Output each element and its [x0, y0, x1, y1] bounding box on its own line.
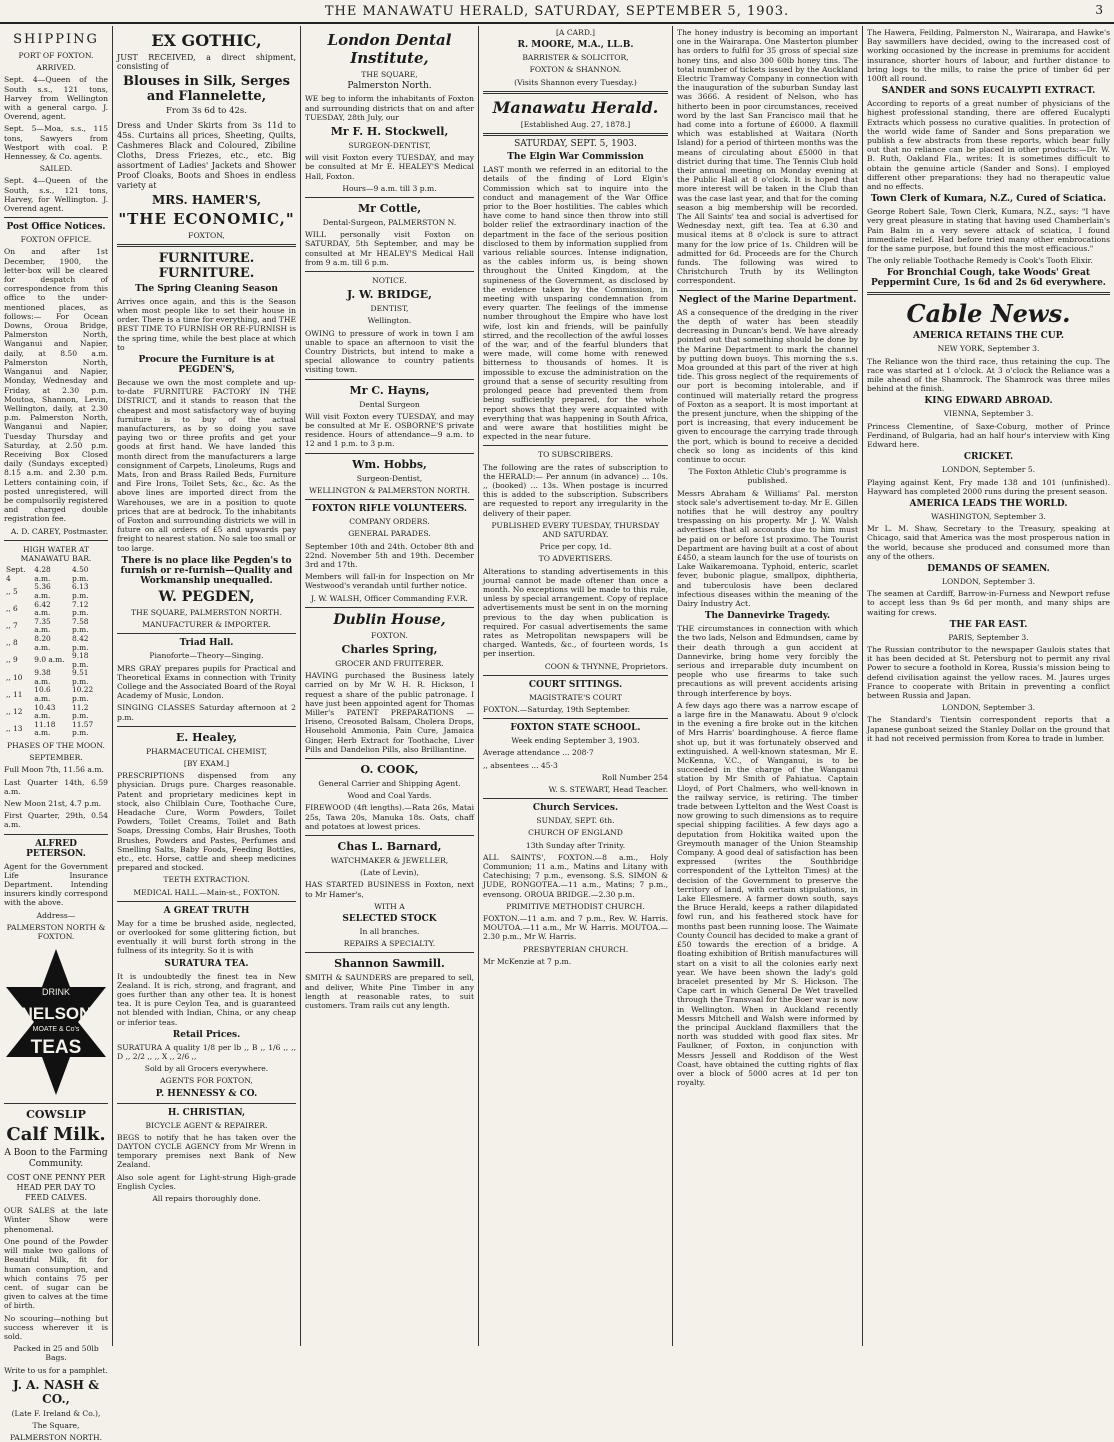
school-teacher: W. S. STEWART, Head Teacher.	[548, 785, 668, 794]
moore-visit: (Visits Shannon every Tuesday.)	[514, 77, 637, 87]
pegden-address: THE SQUARE, PALMERSTON NORTH.	[131, 607, 282, 617]
page-number: 3	[1095, 3, 1104, 17]
post-office-body: On and after 1st December, 1900, the letter-box will be cleared for despatch of correspondence from this office to the under-mentioned places, as follows:— For Ocean Downs, Oroua Bridge, Palmerston North, Wanganui and Napier, daily, at 8.50 a.m. Palmerston North, Wanganui and Napier, Monday, Wednesday and Friday, at 2.30 p.m. Moutoa, Shannon, Levin, Wellington, daily, at 2.30 p.m. Palmerston North, Wanganui and Napier, Tuesday Thursday and Saturday, at 2.50 p.m. Receiving Box Closed daily (Sundays excepted) 8.15 a.m. and 2.30 p.m. Letters containing coin, if posted unregistered, will be compulsorily registered and charged double registration fee.	[4, 247, 108, 524]
tide-row	[4, 601, 108, 618]
procure-heading: Procure the Furniture is at PEGDEN'S,	[138, 355, 275, 376]
dateline: WASHINGTON, September 3.	[931, 511, 1046, 521]
svg-text:MOATE & Co's: MOATE & Co's	[32, 1026, 80, 1034]
school-week: Week ending September 3, 1903.	[511, 736, 640, 746]
tide-cell: 9.38 a.m.	[34, 668, 51, 686]
moon-phase: Full Moon 7th, 11.56 a.m.	[4, 765, 104, 775]
eucalypti-heading: SANDER and SONS EUCALYPTI EXTRACT.	[881, 86, 1096, 97]
christian-also: Also sole agent for Light-strung High-grade English Cycles.	[117, 1172, 296, 1191]
seamen-heading: DEMANDS OF SEAMEN.	[927, 563, 1050, 574]
bronchial-heading: For Bronchial Cough, take Woods' Great Peppermint Cure, 1s 6d and 2s 6d everywhere.	[871, 268, 1106, 289]
tide-row	[4, 704, 108, 721]
tide-cell: 7.35 a.m.	[34, 616, 51, 635]
christian-repairs: All repairs thoroughly done.	[152, 1194, 261, 1204]
tide-row	[4, 618, 108, 635]
sawmill-body: SMITH & SAUNDERS are prepared to sell, and deliver, White Pine Timber in any length at reasonable rates, to suit customers. Tram rails cut any length.	[305, 973, 474, 1010]
cottle-body: WILL personally visit Foxton on SATURDAY, 5th September, and may be consulted at Mr HEALEY'S Medical Hall from 9 a.m. till 6 p.m.	[305, 230, 474, 267]
tide-cell: 4.28 a.m.	[34, 565, 51, 583]
tide-table	[4, 566, 108, 738]
church-heading: Church Services.	[532, 803, 619, 814]
tide-row	[4, 566, 108, 583]
repairs-specialty: REPAIRS A SPECIALTY.	[343, 939, 436, 949]
calf-milk-heading: Calf Milk.	[6, 1124, 106, 1146]
moon-heading: PHASES OF THE MOON.	[7, 741, 105, 751]
dateline: NEW YORK, September 3.	[937, 344, 1040, 354]
tide-row	[4, 635, 108, 652]
selected-stock: SELECTED STOCK	[342, 913, 437, 924]
tide-row	[4, 583, 108, 600]
nash-square: The Square,	[32, 1420, 80, 1430]
magistrate-heading: MAGISTRATE'S COURT	[529, 692, 622, 702]
arrived-heading: ARRIVED.	[36, 63, 76, 73]
tide-row	[4, 686, 108, 703]
arrival: Sept. 4—Queen of the South s.s., 121 tons, Harvey from Wellington with a general cargo. J. Overend, agent.	[4, 75, 108, 122]
column-5	[673, 28, 862, 1346]
tide-cell: 10.6 a.m.	[34, 685, 51, 704]
notice-heading: NOTICE.	[372, 276, 407, 286]
dateline: LONDON, September 5.	[941, 465, 1036, 475]
nash-town: PALMERSTON NORTH.	[9, 1433, 103, 1442]
moore-town: FOXTON & SHANNON.	[529, 65, 622, 75]
bridge-role: DENTIST,	[370, 304, 409, 314]
herald-established: [Established Aug. 27, 1878.]	[520, 119, 631, 129]
hayns-role: Dental Surgeon	[359, 399, 420, 409]
arrival: Sept. 5—Moa, s.s., 115 tons, Sawyers from Westport with coal. P. Hennessey, & Co. agents.	[4, 124, 108, 162]
tide-cell: 11.2 p.m.	[72, 702, 89, 721]
spring-body: HAVING purchased the Business lately carried on by Mr W. H. R. Hickson, I request a share of the public patronage. I have just been appointed agent for Thomas Miller's PATENT PREPARATIONS — Iriseno, Creosoted Balsam, Cholera Drops, Household Ammonia, Pain Cure, Jamaica Ginger, Herb Extract for Toothache, Liver Pills and Dandelion Pills, also Brilliantine.	[305, 671, 474, 754]
war-commission-body: LAST month we referred in an editorial to the details of the finding of Lord Elgin's Commission which sat to inquire into the conduct and management of the War Office prior to the Boer hostilities. The cables which have come to hand since then throw into still bolder relief the extraordinary inaction of the department in the face of the serious position disclosed to them by information supplied from various reliable sources. Intense indignation, as the cables inform us, is being shown throughout the United Kingdom, at the supineness of the Government, as disclosed by the evidence taken by the Commission, in meeting with unsparing condemnation from every quarter. The feelings of the immense number throughout the Empire who have lost wife, lost kin and friends, will be painfully stirred, and the recollection of the awful losses of the war, and of the fearful blunders that were made, will come home with renewed bitterness to thousands of homes. It is impossible to excuse the administration on the ground that a sense of security resulting from prolonged peace had prevented them from being sufficiently prepared, for the whole report shows that they were acquainted with everything that was happening in South Africa, and were aware that hostilities might be expected in the near future.	[483, 165, 668, 442]
pegden-name: W. PEGDEN,	[158, 588, 255, 605]
tide-row	[4, 652, 108, 669]
cook-body: FIREWOOD (4ft lengths).—Rata 26s, Matai 25s, Tawa 20s, Manuka 18s. Oats, chaff and potatoes at lowest prices.	[305, 803, 474, 831]
nash-sub: (Late F. Ireland & Co.),	[11, 1408, 101, 1418]
king-edward-body: Princess Clementine, of Saxe-Coburg, mother of Prince Ferdinand, of Bulgaria, had an half hour's interview with King Edward here.	[867, 421, 1110, 450]
column-2	[113, 28, 300, 1346]
pound-text: One pound of the Powder will make two gallons of Beautiful Milk, fit for human consumption, and which contains 75 per cent. of sugar can be given to calves at the time of birth.	[4, 1236, 108, 1311]
tide-cell: ,, 13	[6, 724, 23, 734]
church-trinity: 13th Sunday after Trinity.	[525, 840, 626, 850]
published-text: PUBLISHED EVERY TUESDAY, THURSDAY AND SATURDAY.	[491, 520, 660, 539]
economic-town: FOXTON,	[188, 230, 225, 240]
tide-cell: 8.42 p.m.	[72, 633, 89, 652]
tide-cell: 6.42 a.m.	[34, 599, 51, 618]
herald-title: Manawatu Herald.	[492, 97, 659, 117]
sailing: Sept. 4—Queen of the South, s.s., 121 tons, Harvey, for Wellington. J. Overend agent.	[4, 176, 108, 214]
svg-text:TEAS: TEAS	[30, 1037, 82, 1059]
sales-text: OUR SALES at the late Winter Show were phenomenal.	[4, 1206, 108, 1234]
dateline: PARIS, September 3.	[948, 632, 1029, 642]
dateline: LONDON, September 3.	[941, 703, 1036, 713]
school-attendance: Average attendance ... 208·7	[483, 748, 594, 758]
packed-text: Packed in 25 and 50lb Bags.	[13, 1344, 99, 1363]
school-absentees: ,, absentees ... 45·3	[483, 760, 558, 770]
bridge-name: J. W. BRIDGE,	[346, 288, 433, 302]
tide-cell: Sept. 4	[6, 565, 26, 583]
tide-cell: 11.57 p.m.	[72, 719, 94, 738]
school-heading: FOXTON STATE SCHOOL.	[510, 723, 641, 734]
presbyterian-body: Mr McKenzie at 7 p.m.	[483, 956, 572, 966]
barnard-body: HAS STARTED BUSINESS in Foxton, next to Mr Hamer's,	[305, 880, 474, 899]
dublin-town: FOXTON.	[371, 630, 408, 640]
price-text: Price per copy, 1d.	[539, 542, 612, 552]
tide-cell: ,, 12	[6, 706, 23, 716]
dress-text: Dress and Under Skirts from 3s 11d to 45s. Curtains all prices, Sheeting, Quilts, Cashmeres Black and Coloured, Zibiline Cloths, Dress Friezes, etc., etc. Big assortment of Ladies' Jackets and Shower Proof Cloaks, Boots and Shoes in endless variety at	[117, 119, 296, 190]
tide-cell: 9.0 a.m.	[34, 655, 65, 665]
stockwell-body: will visit Foxton every TUESDAY, and may be consulted at Mr E. HEALEY'S Medical Hall, Foxton.	[305, 153, 474, 181]
moore-name: R. MOORE, M.A., LL.B.	[517, 40, 634, 51]
barnard-name: Chas L. Barnard,	[337, 839, 442, 853]
cricket-heading: CRICKET.	[963, 452, 1014, 463]
dental-institute-heading: London Dental Institute,	[327, 31, 452, 67]
christian-role: BICYCLE AGENT & REPAIRER.	[145, 1120, 268, 1130]
moon-phase: Last Quarter 14th, 6.59 a.m.	[4, 777, 108, 796]
in-all-branches: In all branches.	[359, 926, 420, 936]
tide-cell: 6.13 p.m.	[72, 582, 89, 600]
with-a: WITH A	[374, 901, 405, 911]
walsh-sign: J. W. WALSH, Officer Commanding F.V.R.	[311, 593, 468, 603]
tide-cell: 8.20 a.m.	[34, 633, 51, 652]
column-6	[863, 28, 1114, 1346]
spring-body: Arrives once again, and this is the Season when most people like to set their house in order. There is a time for everything, and THE BEST TIME TO FURNISH OR RE-FURNISH is the spring time, while the best place at which to	[117, 296, 296, 352]
cowslip-heading: COWSLIP	[26, 1108, 86, 1122]
masthead	[0, 0, 1114, 24]
church-of-england: CHURCH OF ENGLAND	[528, 828, 623, 838]
dateline: VIENNA, September 3.	[943, 409, 1034, 419]
stockwell-hours: Hours—9 a.m. till 3 p.m.	[342, 183, 437, 193]
neglect-heading: Neglect of the Marine Department.	[678, 294, 857, 305]
toothache-text: The only reliable Toothache Remedy is Cook's Tooth Elixir.	[867, 256, 1093, 266]
triad-sub: Pianoforte—Theory—Singing.	[149, 651, 264, 661]
healey-body: PRESCRIPTIONS dispensed from any physician. Drugs pure. Charges reasonable. Patent and proprietary medicines kept in stock, also Chilblain Cure, Toothache Cure, Headache Cure, Worm Powders, Toilet Powders, Toilet Creams, Toilet and Bath Soaps, Dressing Combs, Hair Brushes, Tooth Brushes, Powders and Pastes, Perfumes and Smelling Salts, Baby Foods, Feeding Bottles, etc., etc. Horse, cattle and sheep medicines prepared and stocked.	[117, 771, 296, 873]
hamer-name: MRS. HAMER'S,	[152, 192, 261, 207]
subscribers-body: The following are the rates of subscription to the HERALD:— Per annum (in advance) ... 10s. ,, (booked) ... 13s. When postage is incurred this is added to the subscription. Subscribers are requested to report any irregularity in the delivery of their paper.	[483, 462, 668, 518]
neglect-body: AS a consequence of the dredging in the river the depth of water has been steadily decreasing in Duncan's bend. We have already pointed out that something should be done by the Marine Department to mark the channel by putting down buoys. This morning the s.s. Moa grounded at this part of the river at high tide. This gross neglect of the requirements of our port is becoming intolerable, and if continued will materially retard the progress of Foxton as a seaport. It is most important at the present juncture, when the shipping of the port is increasing, that every inducement be given to encourage the carrying trade through the port, which is bound to receive a decided check so long as incidents of this kind continue to occur.	[677, 307, 858, 464]
methodist-heading: PRIMITIVE METHODIST CHURCH.	[506, 901, 645, 911]
cook-sub: Wood and Coal Yards.	[347, 791, 432, 801]
healey-name: E. Healey,	[176, 730, 237, 744]
card-label: [A CARD.]	[555, 28, 596, 37]
moon-phase: First Quarter, 29th, 0.54 a.m.	[4, 811, 108, 830]
hennessy-name: P. HENNESSY & CO.	[155, 1088, 258, 1099]
procure-body: Because we own the most complete and up-to-date FURNITURE FACTORY IN THE DISTRICT, and it stands to reason that the cheapest and most satisfactory way of buying furniture is to buy of the actual manufacturers, as by so doing you save paying two or three profits and get your goods at first hand. We have landed this month direct from the manufacturers a large consignment of Carpets, Linoleums, Rugs and Mats, Iron and Brass Railed Beds, Furniture and Fire Irons, Toilet Sets, &c., &c. As the above lines are imported direct from the Warehouses, we are in a position to quote prices that are at bedrock. To the inhabitants of Foxton and surrounding districts we will in future on all orders of £5 and upwards pay freight to nearest station. No sale too small or too large.	[117, 378, 296, 553]
dublin-house-heading: Dublin House,	[333, 611, 446, 628]
gray-text: MRS GRAY prepares pupils for Practical and Theoretical Exams in connection with Trinity College and the Associated Board of the Royal Academy of Music, London.	[117, 663, 296, 701]
church-services: ALL SAINTS', FOXTON.—8 a.m., Holy Communion; 11 a.m., Matins and Litany with Catechising; 7 p.m., evensong. S.S. SIMON & JUDE, RONGOTEA.—11 a.m., Matins; 7 p.m., evensong. OROUA BRIDGE.—2.30 p.m.	[483, 852, 668, 899]
america-cup-heading: AMERICA RETAINS THE CUP.	[913, 331, 1064, 342]
eucalypti-body: According to reports of a great number of physicians of the highest professional standing, there are offered Eucalypti Extracts which possess no curative qualities. In protection of the world wide fame of Sander and Sons preparation we publish a few abstracts from these reports, which bear fully out that no reliance can be placed in other products:—Dr. W. B. Ruth, Oakland Fla., writes: It is sometimes difficult to obtain the genuine article (Sander and Sons). I employed different other preparations: they had no therapeutic value and no effects.	[867, 99, 1110, 192]
proprietors: COON & THYNNE, Proprietors.	[544, 661, 668, 671]
far-east-body-2: The Standard's Tientsin correspondent reports that a Japanese gunboat seized the Stanley Dollar on the ground that it had not received permission from Korea to trade in lumber.	[867, 715, 1110, 743]
spring-heading: The Spring Cleaning Season	[135, 283, 278, 294]
herald-date: SATURDAY, SEPT. 5, 1903.	[514, 139, 637, 150]
tide-row	[4, 669, 108, 686]
tide-cell: ,, 7	[6, 621, 18, 631]
tide-cell: 4.50 p.m.	[72, 565, 89, 583]
svg-text:DRINK: DRINK	[41, 987, 71, 998]
parade-dates: September 10th and 24th. October 8th and 22nd. November 5th and 19th. December 3rd and 17th.	[305, 541, 474, 569]
town-clerk-body: George Robert Sale, Town Clerk, Kumara, N.Z., says: "I have very great pleasure in stating that having used Chamberlain's Pain Balm in a very severe attack of sciatica, I found immediate relief. Had before tried many other embrocations for the same purpose, but found this the most efficacious."	[867, 207, 1110, 254]
church-sunday: SUNDAY, SEPT. 6th.	[536, 816, 615, 826]
barnard-role: WATCHMAKER & JEWELLER,	[330, 855, 449, 865]
singing-text: SINGING CLASSES Saturday afternoon at 2 p.m.	[117, 703, 296, 722]
war-commission-heading: The Elgin War Commission	[507, 152, 644, 163]
tide-cell: ,, 9	[6, 655, 18, 665]
bridge-body: OWING to pressure of work in town I am unable to space an afternoon to visit the Country Districts, but intend to make a special allowance to country patients visiting town.	[305, 328, 474, 375]
healey-role: PHARMACEUTICAL CHEMIST,	[145, 746, 268, 756]
masthead-title: THE MANAWATU HERALD, SATURDAY, SEPTEMBER 5, 1903.	[324, 3, 790, 19]
peterson-body: Agent for the Government Life Insurance Department. Intending insurers kindly correspond with the above.	[4, 861, 108, 908]
cable-news-heading: Cable News.	[906, 299, 1071, 329]
nelson-teas-star-logo	[4, 947, 108, 1097]
hayns-name: Mr C. Hayns,	[349, 383, 430, 397]
christian-name: H. CHRISTIAN,	[167, 1107, 246, 1118]
spring-role: GROCER AND FRUITERER.	[335, 658, 444, 668]
retail-heading: Retail Prices.	[172, 1029, 241, 1040]
dental-body: WE beg to inform the inhabitants of Foxton and surrounding districts that on and after TUESDAY, 28th July, our	[305, 94, 474, 122]
teeth-extraction: TEETH EXTRACTION.	[163, 875, 250, 885]
hobbs-role: Surgeon-Dentist,	[356, 473, 423, 483]
boon-text: A Boon to the Farming Community.	[4, 1148, 108, 1170]
news-paragraphs: The honey industry is becoming an important one in the Wairarapa. One Masterton plumber has orders to fulfil for 35 gross of special size honey tins, and also 300 60lb honey tins. The total number of tickets issued by the Auckland Electric Tramway Company in connection with the inauguration of the suburban Sunday last was 3666. A resident of Nelson, who has hitherto been in poor circumstances, received word by the last San Francisco mail that he had come into a fortune of £6000. A flaxmill which was established at Waitara (North Island) for a period of thirteen months was the means of circulating about £5000 in that district during that time. The Tennis Club hold their annual meeting on Monday evening at the Public Hall at 8 o'clock. It is hoped that more interest will be taken in the Club than was the case last year, and that for the coming season a big membership will be recorded. The All Saints' tea and social is advertised for Wednesday next, gift tea. Tea at 6.30 and musical items at 8 o'clock is sure to attract many for the low price of 1s. Children will be admitted for 6d. Proceeds are for the Church funds. The following was wired to Christchurch Truth by its Wellington correspondent.	[677, 28, 858, 286]
peterson-name: ALFRED PETERSON.	[26, 838, 86, 859]
svg-text:NELSON: NELSON	[20, 1004, 92, 1024]
economic-name: "THE ECONOMIC,"	[118, 209, 295, 228]
rifle-heading: FOXTON RIFLE VOLUNTEERS.	[311, 504, 468, 515]
hobbs-name: Wm. Hobbs,	[352, 457, 427, 471]
blouses-heading: Blouses in Silk, Serges and Flannelette,	[123, 74, 290, 105]
america-world-body: Mr L. M. Shaw, Secretary to the Treasury, speaking at Chicago, said that America was the most prosperous nation in the world, because she produced and consumed more than any of the others.	[867, 524, 1110, 561]
tide-cell: 7.58 p.m.	[72, 616, 89, 635]
suratura-heading: SURATURA TEA.	[164, 958, 249, 969]
healey-exam: [BY EXAM.]	[183, 758, 230, 768]
pegden-role: MANUFACTURER & IMPORTER.	[142, 620, 271, 630]
tide-cell: 7.12 p.m.	[72, 599, 89, 618]
barnard-late: (Late of Levin),	[360, 868, 419, 878]
court-heading: COURT SITTINGS.	[528, 679, 623, 690]
cost-text: COST ONE PENNY PER HEAD PER DAY TO FEED CALVES.	[6, 1173, 106, 1203]
tide-cell: 5.36 a.m.	[34, 582, 51, 600]
school-roll: Roll Number 254	[601, 772, 668, 782]
sailed-heading: SAILED.	[39, 164, 73, 174]
far-east-heading: THE FAR EAST.	[949, 619, 1028, 630]
triad-hall-heading: Triad Hall.	[179, 638, 234, 649]
tide-cell: 10.43 a.m.	[34, 702, 56, 721]
seamen-body: The seamen at Cardiff, Barrow-in-Furness and Newport refuse to accept less than 9s 6d per month, and many ships are waiting for crews.	[867, 589, 1110, 617]
nash-name: J. A. NASH & CO.,	[12, 1377, 100, 1406]
town-clerk-heading: Town Clerk of Kumara, N.Z., Cured of Sciatica.	[870, 194, 1107, 205]
ex-gothic-heading: EX GOTHIC,	[151, 31, 262, 50]
tide-cell: ,, 10	[6, 672, 23, 682]
bridge-town: Wellington.	[367, 316, 412, 326]
athletic-body: Messrs Abraham & Williams' Pal. merston stock sale's advertisement to-day. Mr E. Gillen notifies that he will destroy any poultry trespassing on his property. Mr J. W. Walsh advertises that all accounts due to him must be paid on or before 1st proximo. The Tourist Department are having built at a cost of about £450, a steam launch for the use of tourists on Lake Waikaremoana. Typhoid, enteric, scarlet fever, bubonic plague, smallpox, diphtheria, and tuberculosis have been declared infectious diseases within the meaning of the Dairy Industry Act.	[677, 488, 858, 608]
sawmillers-text: The Hawera, Feilding, Palmerston N., Wairarapa, and Hawke's Bay sawmillers have decided, owing to the increased cost of working occasioned by the increase in premiums for accident insurance, shorter hours of labour, and further distance to bring logs to the mills, to raise the price of timber 6d per 100ft all round.	[867, 28, 1110, 84]
shipping-heading: SHIPPING	[13, 32, 99, 47]
great-truth-heading: A GREAT TRUTH	[163, 905, 250, 916]
column-1	[0, 28, 112, 1442]
company-orders: COMPANY ORDERS.	[349, 517, 430, 527]
moon-month: SEPTEMBER.	[29, 753, 83, 763]
tide-cell: ,, 11	[6, 689, 23, 699]
stockwell-role: SURGEON-DENTIST,	[348, 141, 431, 151]
hayns-body: Will visit Foxton every TUESDAY, and may be consulted at Mr E. OSBORNE'S private residence. Hours of attendance—9 a.m. to 12 and 1 p.m. to 3 p.m.	[305, 411, 474, 449]
tide-cell: ,, 5	[6, 586, 18, 596]
christian-body: BEGS to notify that he has taken over the DAYTON CYCLE AGENCY from Mr Wrenn in temporary premises next Bank of New Zealand.	[117, 1132, 296, 1170]
advertisers-body: Alterations to standing advertisements in this journal cannot be made oftener than once a month. No exceptions will be made to this rule, unless by special arrangement. Copy of replace advertisements must be sent in on the morning previous to the day when publication is required. For casual advertisements the same rates as Metropolitan newspapers will be charged. Wanteds, &c., of fourteen words, 1s per insertion.	[483, 566, 668, 659]
methodist-body: FOXTON.—11 a.m. and 7 p.m., Rev. W. Harris. MOUTOA.—11 a.m., Mr W. Harris. MOUTOA.—2.30 p.m., Mr W. Harris.	[483, 914, 668, 942]
members-text: Members will fall-in for Inspection on Mr Westwood's verandah until further notice.	[305, 572, 474, 591]
hobbs-town: WELLINGTON & PALMERSTON NORTH.	[309, 485, 470, 495]
cottle-name: Mr Cottle,	[357, 202, 422, 216]
no-place-heading: There is no place like Pegden's to furnish or re-furnish—Quality and Workmanship unequalled.	[120, 555, 293, 586]
moore-role: BARRISTER & SOLICITOR,	[522, 53, 629, 63]
post-office-heading: Post Office Notices.	[6, 222, 106, 233]
tide-cell: 9.51 p.m.	[72, 668, 89, 686]
medical-hall: MEDICAL HALL.—Main-st., FOXTON.	[133, 887, 280, 897]
news-paragraphs-2: A few days ago there was a narrow escape of a large fire in the Manawatu. About 9 o'clock in the evening a fire broke out in the kitchen of Mrs Harris' boardinghouse. A fierce flame shot up, but it was fortunately observed and extinguished. A well-known statesman, Mr E. McKenna, V.C., of Wanganui, is to be succeeded in the charge of the Wanganui station by Mr Smith of Pahiatua. Captain Lloyd, of Port Chalmers, who well-known in the railway service, is retiring. The timber trade between Lyttelton and the West Coast is now growing to such dimensions as to require special shipping facilities. A few days ago a deputation from Hokitika waited upon the Greymouth manager of the Union Steamship Company. A good deal of satisfaction has been expressed (writes the Southbridge correspondent of the Lyttelton Times) at the decision of the Government to preserve the territory of land, with certain stipulations, in Lake Ellesmere. A farmer down south, says the Bruce Herald, keeps a rather dilapidated fowl run, and his feathered stock have for months past been running loose. The Waimate County Council has decided to make a grant of £50 towards the erection of a bridge. A floating exhibition of British manufactures will start on a visit to all the colonies early next year. We have been shown the lady's gold bracelet presented by Mr S. Hickson. The Cape cart in which General De Wet travelled through the Transvaal for the Boer war is now in Wellington. When in Auckland recently Messrs Mitchell and Walsh were informed by the principal Auckland flaxmillers that the north was studded with good flax sites. Mr Faulkner, of Foxton, in conjunction with Messrs Jessell and Roddison of the West Coast, have obtained the cutting rights of flax over a block of 5000 acres at 1d per ton royalty.	[677, 700, 858, 1088]
moon-phase: New Moon 21st, 4.7 p.m.	[4, 799, 102, 809]
write-text: Write to us for a pamphlet.	[4, 1365, 108, 1375]
just-received: JUST RECEIVED, a direct shipment, consisting of	[117, 53, 296, 72]
cricket-body: Playing against Kent, Fry made 138 and 101 (unfinished). Hayward has completed 2000 runs during the present season.	[867, 477, 1110, 496]
tide-cell: ,, 8	[6, 638, 18, 648]
tide-cell: 10.22 p.m.	[72, 685, 94, 704]
dateline: LONDON, September 3.	[941, 576, 1036, 586]
parades-heading: GENERAL PARADES.	[348, 529, 431, 539]
cook-name: O. COOK,	[360, 762, 419, 776]
cottle-role: Dental-Surgeon, PALMERSTON N.	[322, 218, 457, 228]
suratura-body: It is undoubtedly the finest tea in New Zealand. It is rich, strong, and fragrant, and goes further than any other tea. It is honest tea. It is pure Ceylon Tea, and is guaranteed not blended with Indian, China, or any cheap or inferior teas.	[117, 971, 296, 1027]
furniture-heading: FURNITURE. FURNITURE.	[158, 250, 255, 281]
tide-cell: 9.18 p.m.	[72, 651, 89, 669]
america-world-heading: AMERICA LEADS THE WORLD.	[909, 498, 1068, 509]
column-3	[301, 28, 478, 1346]
postmaster: A. D. CAREY, Postmaster.	[10, 526, 108, 536]
tide-heading: HIGH WATER AT MANAWATU BAR.	[20, 544, 92, 563]
sawmill-heading: Shannon Sawmill.	[334, 957, 445, 971]
athletic-heading: The Foxton Athletic Club's programme is published.	[688, 467, 847, 486]
sold-text: Sold by all Grocers everywhere.	[144, 1064, 269, 1074]
post-office-sub: FOXTON OFFICE.	[20, 235, 92, 245]
peterson-address: PALMERSTON NORTH & FOXTON.	[6, 922, 106, 942]
tide-cell: ,, 6	[6, 603, 18, 613]
peterson-address-label: Address—	[36, 910, 76, 920]
agents-text: AGENTS FOR FOXTON,	[160, 1076, 253, 1086]
subscribers-heading: TO SUBSCRIBERS.	[538, 450, 613, 460]
far-east-body: The Russian contributor to the newspaper Gaulois states that it has been decided at St. Petersburg not to permit any rival Power to secure a foothold in Korea, Russia's mission being to defend civilisation against the yellow races. M. Jaures urges France to cooperate with Britain in preventing a conflict between Russia and Japan.	[867, 644, 1110, 700]
stockwell-name: Mr F. H. Stockwell,	[330, 125, 449, 139]
dental-square: THE SQUARE,	[361, 70, 418, 79]
cook-role: General Carrier and Shipping Agent.	[318, 778, 461, 788]
great-truth-body: May for a time be brushed aside, neglected, or overlooked for some glittering fiction, but eventually it will burst forth strong in the fullness of its integrity. So it is with	[117, 918, 296, 956]
spring-name: Charles Spring,	[341, 642, 438, 656]
dannevirke-heading: The Dannevirke Tragedy.	[704, 611, 831, 622]
king-edward-heading: KING EDWARD ABROAD.	[924, 396, 1053, 407]
blouses-price: From 3s 6d to 42s.	[166, 106, 247, 117]
advertisers-heading: TO ADVERTISERS.	[538, 554, 613, 564]
dannevirke-body: THE circumstances in connection with which the two lads, Nelson and Edmundsen, came by their death through a gun accident at Dannevirke, bring home very forcibly the serious and irreparable duty incumbent on people who use firearms to take such precautions as will prevent accidents arising through interference by boys.	[677, 624, 858, 698]
dental-town: Palmerston North.	[347, 81, 432, 92]
column-4	[479, 28, 672, 1346]
no-scour-text: No scouring—nothing but success wherever it is sold.	[4, 1313, 108, 1341]
court-date: FOXTON.—Saturday, 19th September.	[483, 704, 630, 714]
port-heading: PORT OF FOXTON.	[18, 51, 94, 60]
tide-cell: 11.18 a.m.	[34, 719, 56, 738]
presbyterian-heading: PRESBYTERIAN CHURCH.	[522, 944, 629, 954]
tide-row	[4, 721, 108, 738]
america-cup-body: The Reliance won the third race, thus retaining the cup. The race was started at 1 o'clock. At 3 o'clock the Reliance was a mile ahead of the Shamrock. The Shamrock was three miles behind at the finish.	[867, 356, 1110, 394]
retail-body: SURATURA A quality 1/8 per lb ,, B ,, 1/6 ,, ,, D ,, 2/2 ,, ,, X ,, 2/6 ,,	[117, 1042, 296, 1061]
